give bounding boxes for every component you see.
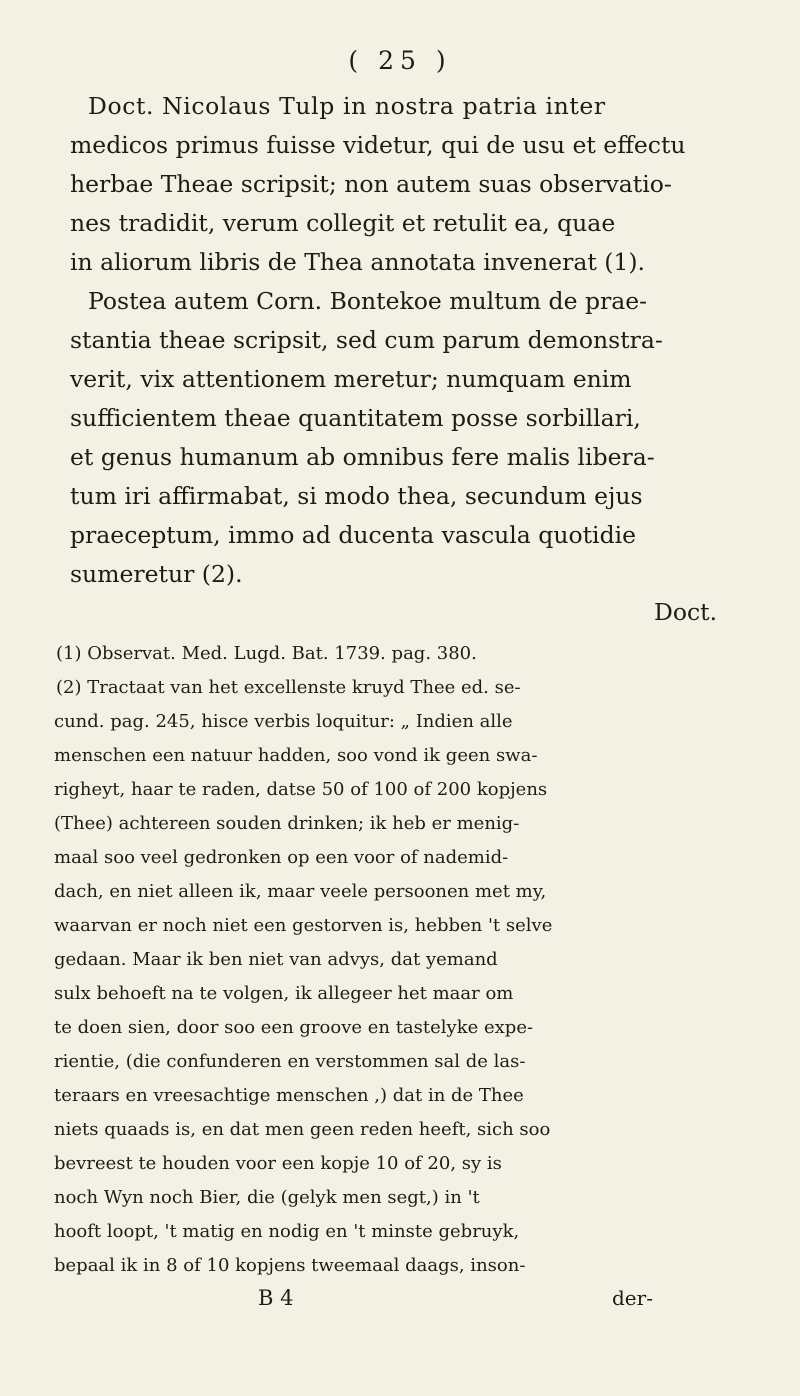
main-text-line: et genus humanum ab omnibus fere malis libera- [70, 443, 655, 471]
footnote-line: te doen sien, door soo een groove en tastelyke expe- [54, 1017, 534, 1038]
catchword-notes: der- [612, 1286, 653, 1310]
footnote-line: dach, en niet alleen ik, maar veele persoonen met my, [54, 881, 547, 902]
footnote-line: (Thee) achtereen souden drinken; ik heb er menig- [54, 813, 520, 834]
footnote-line: cund. pag. 245, hisce verbis loquitur: „ Indien alle [54, 711, 513, 732]
main-text-line: Postea autem Corn. Bontekoe multum de prae- [88, 287, 648, 315]
footnote-line: righeyt, haar te raden, datse 50 of 100 of 200 kopjens [54, 779, 548, 800]
footnote-line: bevreest te houden voor een kopje 10 of 20, sy is [54, 1153, 502, 1174]
main-text-line: herbae Theae scripsit; non autem suas observatio- [70, 170, 672, 198]
main-text-line: sufficientem theae quantitatem posse sorbillari, [70, 404, 641, 432]
main-text-line: medicos primus fuisse videtur, qui de usu et effectu [70, 131, 686, 159]
footnote-line: teraars en vreesachtige menschen ,) dat in de Thee [54, 1085, 524, 1106]
footnote-line: sulx behoeft na te volgen, ik allegeer het maar om [54, 983, 514, 1004]
footnote-line: gedaan. Maar ik ben niet van advys, dat yemand [54, 949, 498, 970]
signature-mark: B 4 [258, 1286, 294, 1310]
main-text-line: Doct. Nicolaus Tulp in nostra patria inter [88, 92, 606, 120]
footnote-line: hooft loopt, 't matig en nodig en 't minste gebruyk, [54, 1221, 520, 1242]
footnote-line: noch Wyn noch Bier, die (gelyk men segt,) in 't [54, 1187, 480, 1208]
footnote-line: rientie, (die confunderen en verstommen sal de las- [54, 1051, 526, 1072]
main-text-line: in aliorum libris de Thea annotata invenerat (1). [70, 248, 646, 276]
main-text-line: sumeretur (2). [70, 560, 243, 588]
main-text-line: tum iri affirmabat, si modo thea, secundum ejus [70, 482, 643, 510]
main-text-line: verit, vix attentionem meretur; numquam enim [70, 365, 632, 393]
footnote-line: maal soo veel gedronken op een voor of nademid- [54, 847, 509, 868]
footnote-line: waarvan er noch niet een gestorven is, hebben 't selve [54, 915, 553, 936]
footnote-line: (1) Observat. Med. Lugd. Bat. 1739. pag. 380. [56, 643, 477, 664]
footnote-line: (2) Tractaat van het excellenste kruyd Thee ed. se- [56, 677, 521, 698]
footnote-line: bepaal ik in 8 of 10 kopjens tweemaal daags, inson- [54, 1255, 526, 1276]
footnote-line: menschen een natuur hadden, soo vond ik geen swa- [54, 745, 538, 766]
catchword-main: Doct. [654, 598, 718, 626]
main-text-line: nes tradidit, verum collegit et retulit ea, quae [70, 209, 616, 237]
page-number-header: ( 25 ) [348, 46, 452, 75]
footnote-line: niets quaads is, en dat men geen reden heeft, sich soo [54, 1119, 551, 1140]
main-text-line: praeceptum, immo ad ducenta vascula quotidie [70, 521, 637, 549]
main-text-line: stantia theae scripsit, sed cum parum demonstra- [70, 326, 663, 354]
